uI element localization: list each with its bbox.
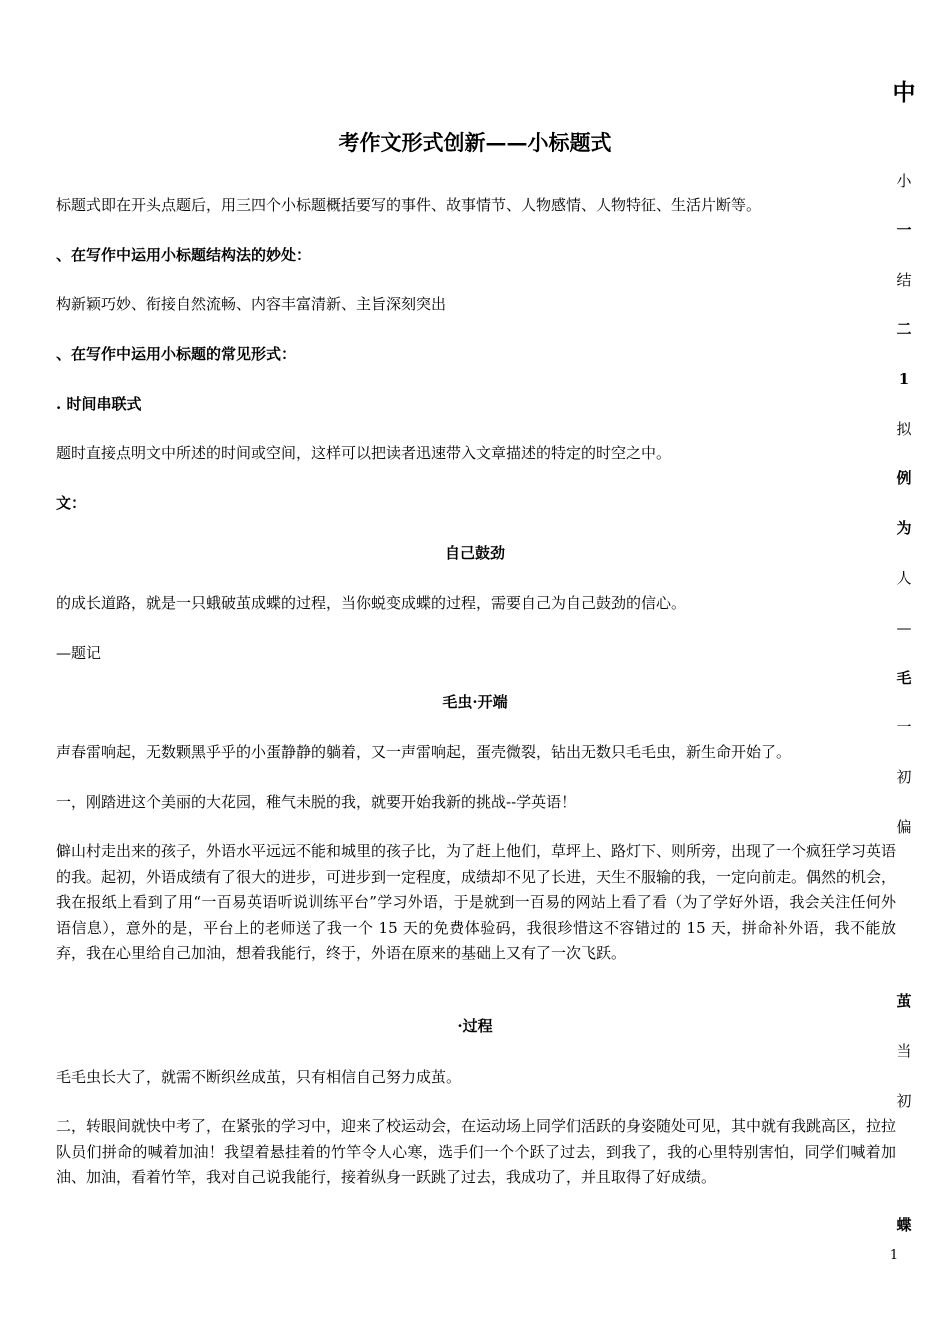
side-char: 初 xyxy=(896,768,912,786)
side-char: 初 xyxy=(896,1092,912,1110)
side-char: 毛 xyxy=(896,669,912,687)
example-label: 文： xyxy=(56,494,87,512)
section-heading-forms: 、在写作中运用小标题的常见形式： xyxy=(56,345,297,363)
side-char: 一 xyxy=(896,718,912,736)
side-char: 二 xyxy=(896,320,912,338)
side-char: 当 xyxy=(896,1042,912,1060)
epigraph-paragraph: 的成长道路，就是一只蛾破茧成蝶的过程，当你蜕变成蝶的过程，需要自己为自己鼓劲的信心。 xyxy=(56,594,687,612)
document-title: 考作文形式创新——小标题式 xyxy=(338,130,612,155)
section-title-beginning: 毛虫·开端 xyxy=(442,693,508,711)
epigraph-signature: —题记 xyxy=(56,644,102,662)
side-char: 小 xyxy=(896,172,912,190)
intro-paragraph: 标题式即在开头点题后，用三四个小标题概括要写的事件、故事情节、人物感情、人物特征、生活片断等。 xyxy=(56,196,762,214)
section-one-lead: 声春雷响起，无数颗黑乎乎的小蛋静静的躺着，又一声雷响起，蛋壳微裂，钻出无数只毛毛虫，新生命开始了。 xyxy=(56,743,792,761)
explanation-paragraph: 题时直接点明文中所述的时间或空间，这样可以把读者迅速带入文章描述的特定的时空之中。 xyxy=(56,444,672,462)
section-heading-merits: 、在写作中运用小标题结构法的妙处： xyxy=(56,246,312,264)
page-number: 1 xyxy=(889,1248,899,1263)
subheading-time-series: . 时间串联式 xyxy=(56,395,142,413)
side-char: 为 xyxy=(896,519,912,537)
side-char: 中 xyxy=(892,79,916,106)
side-char: 偏 xyxy=(896,818,912,836)
section-two-paragraph-1: 二，转眼间就快中考了，在紧张的学习中，迎来了校运动会，在运动场上同学们活跃的身姿随处可见，其中就有我跳高区，拉拉队员们拼命的喊着加油！我望着悬挂着的竹竿令人心寒，选手们一个个跃了过去，到我了，我的心里特别害怕，同学们喊着加油、加油，看着竹竿，我对自己说我能行，接着纵身一跃跳了过去，我成功了，并且取得了好成绩。 xyxy=(56,1117,897,1186)
section-one-paragraph-2: 僻山村走出来的孩子，外语水平远远不能和城里的孩子比，为了赶上他们，草坪上、路灯下、则所旁，出现了一个疯狂学习英语的我。起初，外语成绩有了很大的进步，可进步到一定程度，成绩却不见了长进，天生不服输的我，一定向前走。偶然的机会，我在报纸上看到了用“一百易英语听说训练平台”学习外语，于是就到一百易的网站上看了看（为了学好外语，我会关注任何外语信息），意外的是，平台上的老师送了我一个 15 天的免费体验码，我很珍惜这不容错过的 15 天，拼命补外语，我不能放弃，我在心里给自己加油，想着我能行，终于，外语在原来的基础上又有了一次飞跃。 xyxy=(56,842,897,962)
section-one-paragraph-1: 一，刚踏进这个美丽的大花园，稚气未脱的我，就要开始我新的挑战--学英语！ xyxy=(56,793,577,811)
merits-paragraph: 构新颖巧妙、衔接自然流畅、内容丰富清新、主旨深刻突出 xyxy=(56,295,447,313)
side-char: 蝶 xyxy=(896,1216,912,1234)
side-char: 人 xyxy=(896,569,912,587)
side-char: — xyxy=(896,619,912,637)
side-char: 茧 xyxy=(896,992,912,1010)
side-char: 例 xyxy=(896,469,912,487)
side-char: 1 xyxy=(898,370,910,388)
essay-title: 自己鼓劲 xyxy=(444,544,505,562)
side-char: 一 xyxy=(896,221,912,239)
section-two-lead: 毛毛虫长大了，就需不断织丝成茧，只有相信自己努力成茧。 xyxy=(56,1068,462,1086)
section-title-process: ·过程 xyxy=(457,1017,493,1035)
side-char: 结 xyxy=(896,271,912,289)
side-char: 拟 xyxy=(896,420,912,438)
